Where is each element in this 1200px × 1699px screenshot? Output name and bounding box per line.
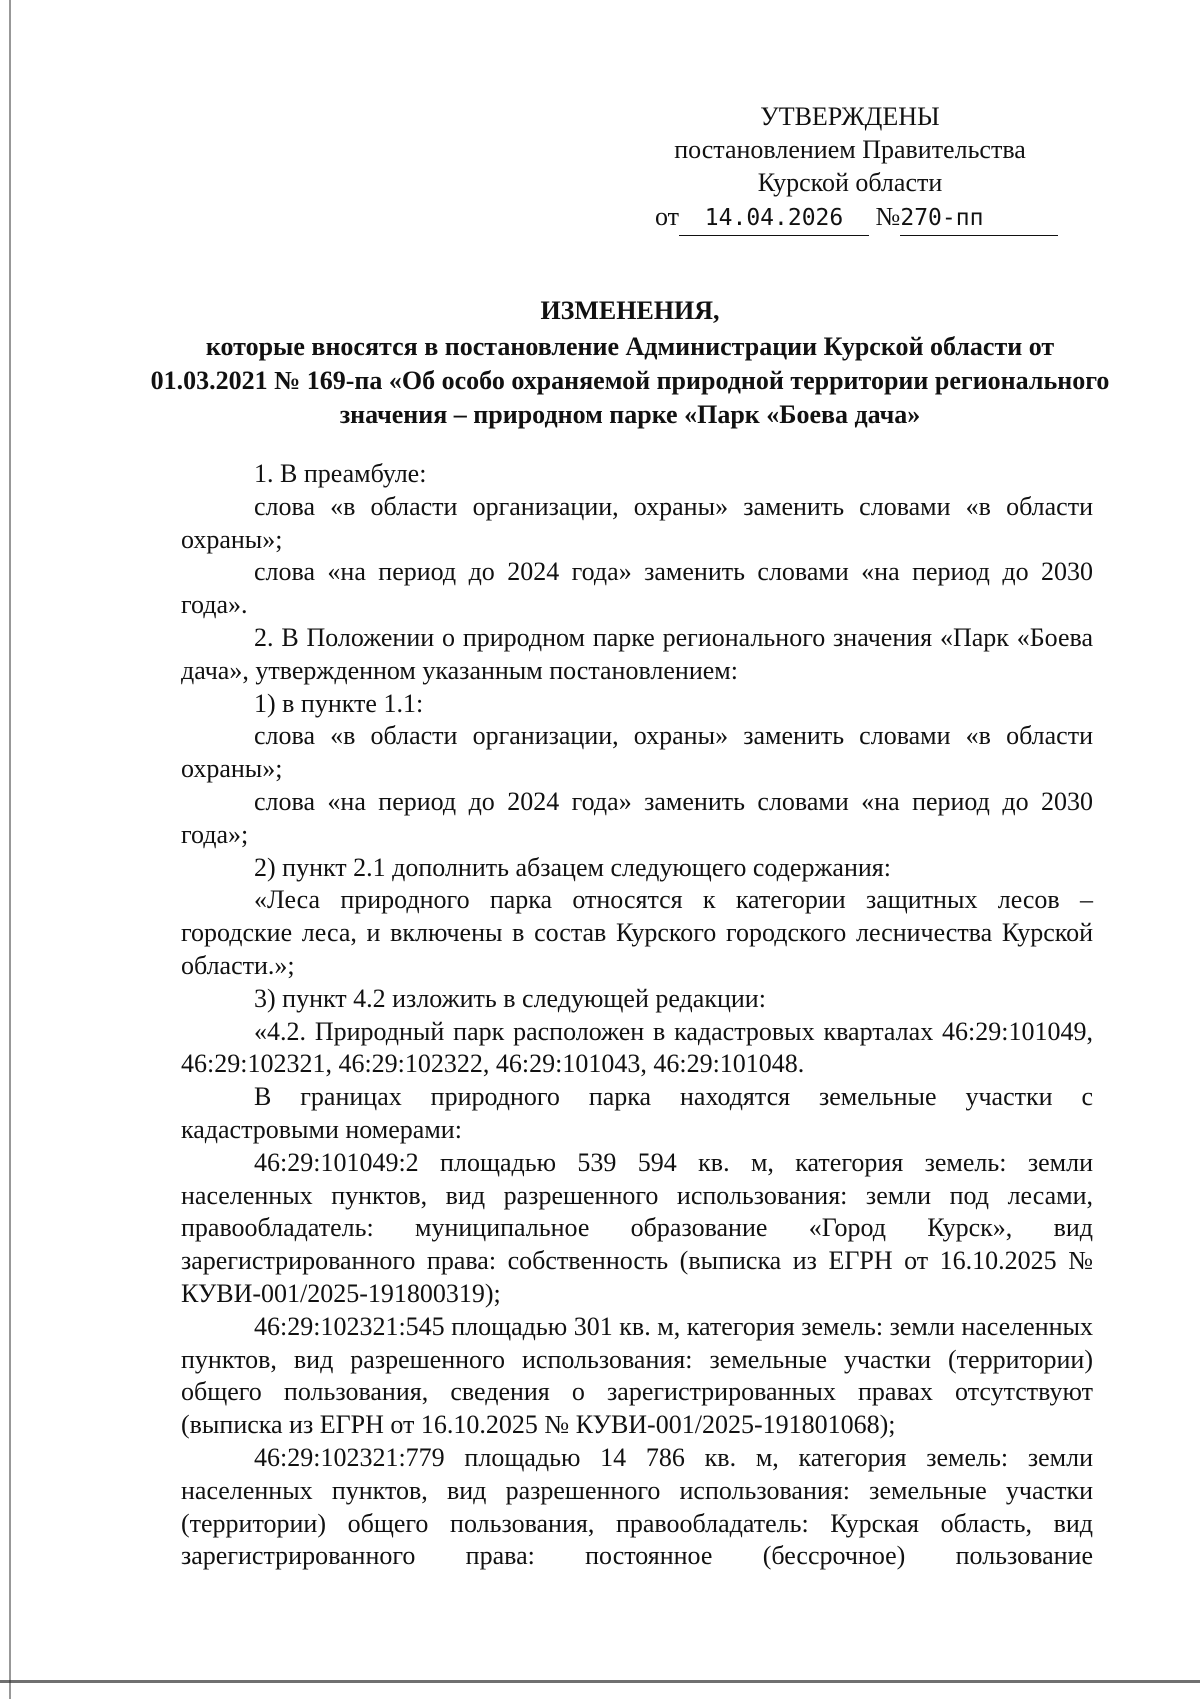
approval-date: 14.04.2026 [679,202,869,236]
paragraph: 2. В Положении о природном парке регионального значения «Парк «Боева дача», утвержденном указанным постановлением: [181,622,1093,685]
approval-title: УТВЕРЖДЕНЫ [760,102,940,131]
paragraph: 46:29:102321:779 площадью 14 786 кв. м, категория земель: земли населенных пунктов, вид разрешенного использования: земельные участки (территории) общего пользования, правообладатель: Курская область, вид зарегистрированного права: постоянное (бессрочное) пользование [181,1442,1093,1571]
page-edge-bottom [0,1680,1200,1683]
approval-line-2: Курской области [757,168,943,197]
paragraph: слова «на период до 2024 года» заменить словами «на период до 2030 года». [181,557,1093,620]
approval-line-1: постановлением Правительства [674,135,1026,164]
paragraph: 1) в пункте 1.1: [254,688,424,718]
heading-title: ИЗМЕНЕНИЯ, [540,296,720,325]
heading-subtitle: которые вносятся в постановление Администрации Курской области от 01.03.2021 № 169-па «Об особо охраняемой природной территории регионального значения – природном парке «Парк «Боева дача» [150,332,1110,429]
paragraph: 46:29:102321:545 площадью 301 кв. м, категория земель: земли населенных пунктов, вид разрешенного использования: земельные участки (территории) общего пользования, сведения о зарегистрированных правах отсутствуют (выписка из ЕГРН от 16.10.2025 № КУВИ-001/2025-191801068); [181,1311,1093,1440]
paragraph: слова «на период до 2024 года» заменить словами «на период до 2030 года»; [181,786,1093,849]
paragraph: слова «в области организации, охраны» заменить словами «в области охраны»; [181,491,1093,554]
paragraph: 3) пункт 4.2 изложить в следующей редакции: [254,983,766,1013]
document-heading [150,294,1110,432]
number-sign: № [875,202,901,231]
approval-date-row [655,200,1058,236]
paragraph: 2) пункт 2.1 дополнить абзацем следующего содержания: [254,852,891,882]
paragraph: В границах природного парка находятся земельные участки с кадастровыми номерами: [181,1082,1093,1144]
date-prefix: от [655,202,680,231]
approval-block [600,100,1100,199]
paragraph: слова «в области организации, охраны» заменить словами «в области охраны»; [181,721,1093,784]
paragraph: «Леса природного парка относятся к категории защитных лесов – городские леса, и включены в состав Курского городского лесничества Курской области.»; [181,885,1093,980]
paragraph: 46:29:101049:2 площадью 539 594 кв. м, категория земель: земли населенных пунктов, вид разрешенного использования: земли под лесами, правообладатель: муниципальное образование «Город Курск», вид зарегистрированного права: собственность (выписка из ЕГРН от 16.10.2025 № КУВИ-001/2025-191800319); [181,1147,1093,1308]
document-body [181,458,1093,1573]
paragraph: «4.2. Природный парк расположен в кадастровых кварталах 46:29:101049, 46:29:102321, 46:29:102322, 46:29:101043, 46:29:101048. [181,1016,1093,1079]
page-edge-left [9,0,11,1699]
approval-number: 270-пп [900,202,1058,236]
paragraph: 1. В преамбуле: [254,459,427,488]
